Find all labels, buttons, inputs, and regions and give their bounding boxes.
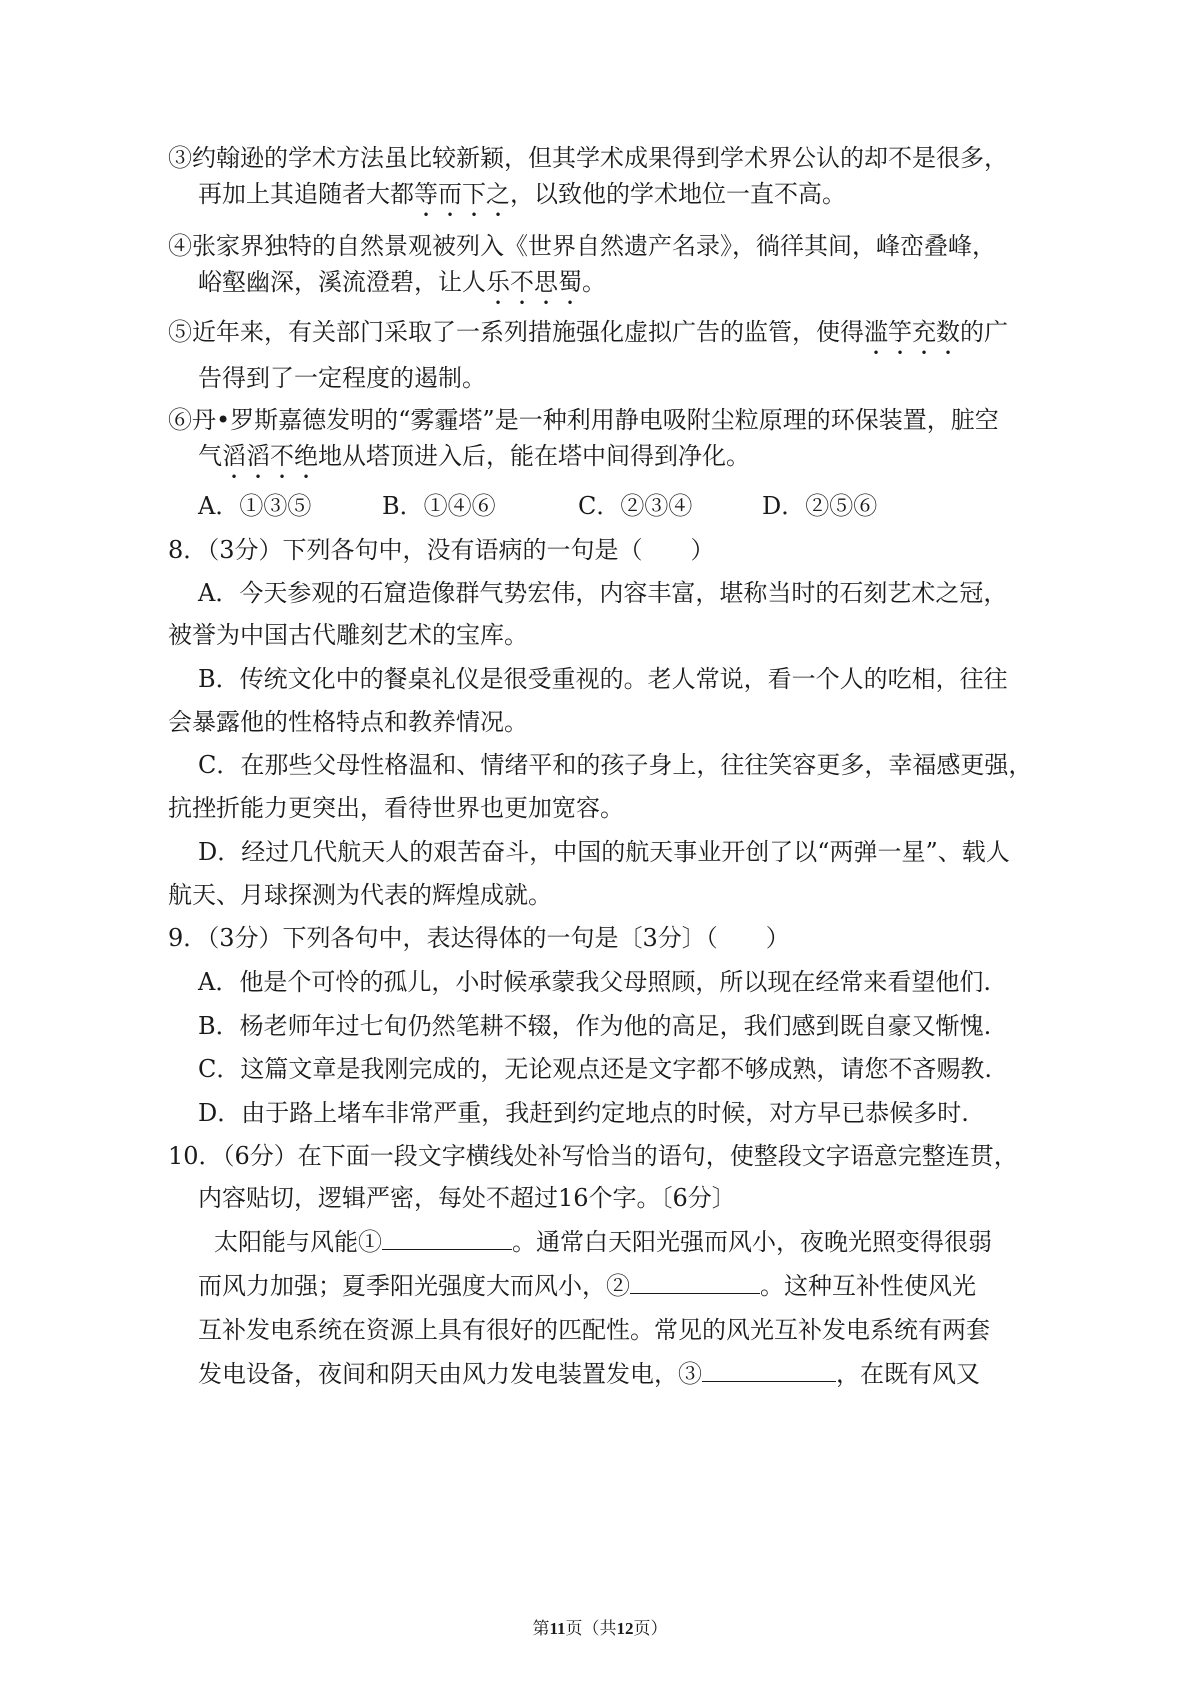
statement-6-line-2: 气滔滔不绝地从塔顶进入后，能在塔中间得到净化。 — [198, 442, 750, 470]
statement-5-line-2: 告得到了一定程度的遏制。 — [198, 364, 486, 392]
q9-stem: 9．（3分）下列各句中，表达得体的一句是〔3分〕（ ） — [168, 924, 790, 952]
q8-option-d-line-2: 航天、月球探测为代表的辉煌成就。 — [168, 881, 552, 909]
q10-passage-line-2: 而风力加强；夏季阳光强度大而风小，② 。这种互补性使风光 — [198, 1272, 976, 1300]
q10-passage-line-1: 太阳能与风能① 。通常白天阳光强而风小，夜晚光照变得很弱 — [214, 1228, 992, 1256]
q8-option-d-line-1: D．经过几代航天人的艰苦奋斗，中国的航天事业开创了以“两弹一星”、载人 — [198, 838, 1010, 866]
q7-option-c: C．②③④ — [578, 492, 693, 520]
q8-option-c-line-1: C．在那些父母性格温和、情绪平和的孩子身上，往往笑容更多，幸福感更强， — [198, 751, 1033, 779]
statement-3-line-2: 再加上其追随者大都等而下之，以致他的学术地位一直不高。 — [198, 180, 846, 208]
q8-option-c-line-2: 抗挫折能力更突出，看待世界也更加宽容。 — [168, 794, 624, 822]
q8-option-b-line-2: 会暴露他的性格特点和教养情况。 — [168, 708, 528, 736]
q9-option-c: C．这篇文章是我刚完成的，无论观点还是文字都不够成熟，请您不吝赐教. — [198, 1055, 992, 1083]
q8-option-b-line-1: B．传统文化中的餐桌礼仪是很受重视的。老人常说，看一个人的吃相，往往 — [198, 665, 1008, 693]
q7-option-a: A．①③⑤ — [198, 492, 312, 520]
q8-option-a-line-2: 被誉为中国古代雕刻艺术的宝库。 — [168, 621, 528, 649]
emphasized-idiom: 乐不思蜀 — [486, 268, 582, 296]
statement-4-line-2: 峪壑幽深，溪流澄碧，让人乐不思蜀。 — [198, 268, 606, 296]
q10-passage-line-4: 发电设备，夜间和阴天由风力发电装置发电，③ ，在既有风又 — [198, 1360, 980, 1388]
emphasized-idiom: 滔滔不绝 — [222, 442, 318, 470]
q10-stem-line-1: 10．（6分）在下面一段文字横线处补写恰当的语句，使整段文字语意完整连贯， — [168, 1142, 1018, 1170]
q9-option-a: A．他是个可怜的孤儿，小时候承蒙我父母照顾，所以现在经常来看望他们. — [198, 968, 991, 996]
q10-passage-line-3: 互补发电系统在资源上具有很好的匹配性。常见的风光互补发电系统有两套 — [198, 1316, 990, 1344]
statement-6-line-1: ⑥丹•罗斯嘉德发明的“雾霾塔”是一种利用静电吸附尘粒原理的环保装置，脏空 — [168, 406, 999, 434]
answer-blank-3[interactable] — [702, 1359, 836, 1382]
q10-stem-line-2: 内容贴切，逻辑严密，每处不超过16个字。〔6分〕 — [198, 1184, 736, 1212]
statement-5-line-1: ⑤近年来，有关部门采取了一系列措施强化虚拟广告的监管，使得滥竽充数的广 — [168, 318, 1008, 346]
q7-option-b: B．①④⑥ — [382, 492, 496, 520]
q9-option-b: B．杨老师年过七旬仍然笔耕不辍，作为他的高足，我们感到既自豪又惭愧. — [198, 1012, 992, 1040]
q9-option-d: D．由于路上堵车非常严重，我赶到约定地点的时候，对方早已恭候多时. — [198, 1099, 969, 1127]
q7-option-d: D．②⑤⑥ — [762, 492, 878, 520]
statement-3-line-1: ③约翰逊的学术方法虽比较新颖，但其学术成果得到学术界公认的却不是很多， — [168, 144, 1008, 172]
page-footer: 第11页（共12页） — [532, 1619, 668, 1639]
statement-4-line-1: ④张家界独特的自然景观被列入《世界自然遗产名录》，徜徉其间，峰峦叠峰， — [168, 232, 996, 260]
emphasized-idiom: 滥竽充数 — [864, 318, 960, 346]
answer-blank-1[interactable] — [382, 1227, 512, 1250]
emphasized-idiom: 等而下之 — [414, 180, 510, 208]
current-page-number: 11 — [549, 1619, 566, 1638]
q8-option-a-line-1: A．今天参观的石窟造像群气势宏伟，内容丰富，堪称当时的石刻艺术之冠， — [198, 579, 1008, 607]
q8-stem: 8．（3分）下列各句中，没有语病的一句是（ ） — [168, 536, 715, 564]
answer-blank-2[interactable] — [630, 1271, 760, 1294]
total-pages-number: 12 — [616, 1619, 634, 1638]
